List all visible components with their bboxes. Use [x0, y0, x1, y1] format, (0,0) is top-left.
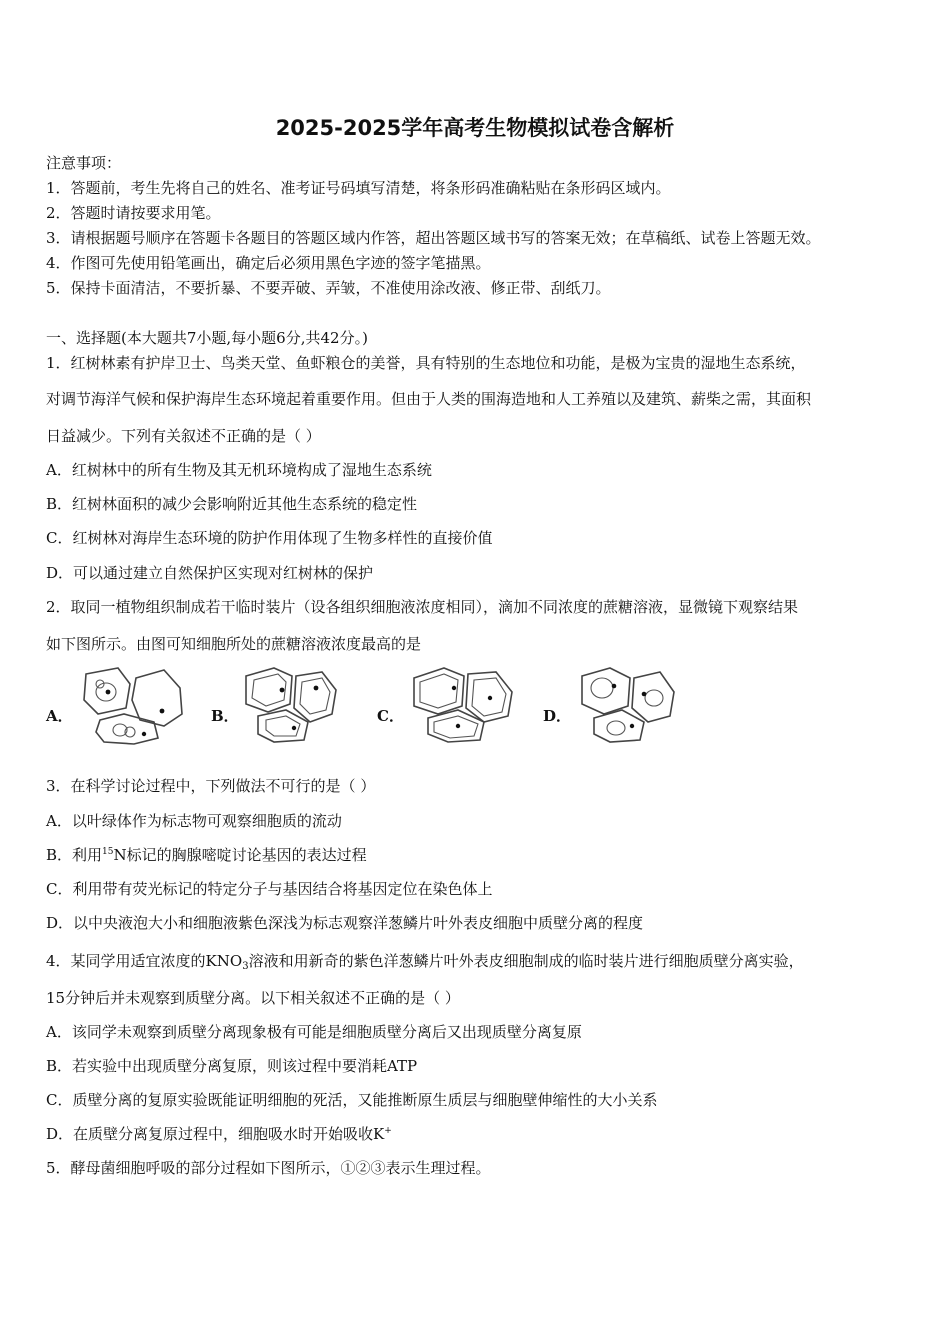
question-4-option-c: C．质壁分离的复原实验既能证明细胞的死活，又能推断原生质层与细胞壁伸缩性的大小关系 — [46, 1091, 658, 1109]
question-4-stem: 15分钟后并未观察到质壁分离。以下相关叙述不正确的是（ ） — [46, 989, 460, 1007]
option-b-prefix: B．利用 — [46, 846, 103, 864]
cell-figure-d — [576, 664, 676, 744]
stem-text: 溶液和用新奇的紫色洋葱鳞片叶外表皮细胞制成的临时装片进行细胞质壁分离实验， — [248, 952, 804, 970]
question-2-option-b-label: B． — [211, 707, 239, 725]
question-4-option-b: B．若实验中出现质壁分离复原，则该过程中要消耗ATP — [46, 1057, 418, 1075]
question-1-stem: 日益减少。下列有关叙述不正确的是（ ） — [46, 427, 321, 445]
isotope-superscript: 15 — [102, 847, 114, 857]
stem-prefix: 4．某同学用适宜浓度的KNO — [46, 952, 243, 970]
question-3-option-a: A．以叶绿体作为标志物可观察细胞质的流动 — [46, 812, 342, 830]
question-2-stem: 2．取同一植物组织制成若干临时装片（设各组织细胞液浓度相同），滴加不同浓度的蔗糖溶液，显微镜下观察结果 — [46, 598, 799, 616]
question-1-option-d: D．可以通过建立自然保护区实现对红树林的保护 — [46, 564, 374, 582]
subscript: 3 — [242, 961, 249, 972]
question-4-option-d — [46, 1124, 392, 1144]
question-1-stem: 1．红树林素有护岸卫士、鸟类天堂、鱼虾粮仓的美誉，具有特别的生态地位和功能，是极为宝贵的湿地生态系统， — [46, 354, 806, 372]
option-b-text: N标记的胸腺嘧啶讨论基因的表达过程 — [113, 846, 367, 864]
notice-item: 3．请根据题号顺序在答题卡各题目的答题区域内作答，超出答题区域书写的答案无效；在草稿纸、试卷上答题无效。 — [46, 229, 821, 247]
cell-figure-a — [78, 664, 188, 746]
question-1-option-c: C．红树林对海岸生态环境的防护作用体现了生物多样性的直接价值 — [46, 529, 493, 547]
question-3-option-d: D．以中央液泡大小和细胞液紫色深浅为标志观察洋葱鳞片叶外表皮细胞中质壁分离的程度 — [46, 914, 644, 932]
notice-heading: 注意事项： — [46, 154, 122, 172]
question-3-option-c: C．利用带有荧光标记的特定分子与基因结合将基因定位在染色体上 — [46, 880, 493, 898]
notice-item: 2．答题时请按要求用笔。 — [46, 204, 221, 222]
page-title: 2025-2025学年高考生物模拟试卷含解析 — [275, 116, 675, 140]
question-3-stem: 3．在科学讨论过程中，下列做法不可行的是（ ） — [46, 777, 376, 795]
ion-superscript: + — [384, 1126, 392, 1136]
question-2-option-a-label: A． — [46, 707, 73, 725]
notice-item: 5．保持卡面清洁，不要折暴、不要弄破、弄皱，不准使用涂改液、修正带、刮纸刀。 — [46, 279, 611, 297]
question-2-option-c-label: C． — [377, 707, 404, 725]
question-1-stem: 对调节海洋气候和保护海岸生态环境起着重要作用。但由于人类的围海造地和人工养殖以及建筑、薪柴之需，其面积 — [46, 390, 812, 408]
option-d-text: D．在质壁分离复原过程中，细胞吸水时开始吸收K — [46, 1125, 385, 1143]
cell-figure-c — [408, 664, 516, 744]
section-heading: 一、选择题(本大题共7小题,每小题6分,共42分。) — [46, 329, 368, 347]
question-2-stem: 如下图所示。由图可知细胞所处的蔗糖溶液浓度最高的是 — [46, 635, 422, 653]
question-2-option-d-label: D． — [543, 707, 572, 725]
notice-item: 4．作图可先使用铅笔画出，确定后必须用黑色字迹的签字笔描黑。 — [46, 254, 491, 272]
question-5-stem: 5．酵母菌细胞呼吸的部分过程如下图所示，①②③表示生理过程。 — [46, 1159, 491, 1177]
question-4-option-a: A．该同学未观察到质壁分离现象极有可能是细胞质壁分离后又出现质壁分离复原 — [46, 1023, 582, 1041]
question-1-option-a: A．红树林中的所有生物及其无机环境构成了湿地生态系统 — [46, 461, 432, 479]
notice-item: 1．答题前，考生先将自己的姓名、准考证号码填写清楚，将条形码准确粘贴在条形码区域内。 — [46, 179, 671, 197]
question-1-option-b: B．红树林面积的减少会影响附近其他生态系统的稳定性 — [46, 495, 418, 513]
cell-figure-b — [238, 664, 338, 744]
question-4-stem — [46, 951, 804, 971]
question-3-option-b — [46, 845, 367, 865]
